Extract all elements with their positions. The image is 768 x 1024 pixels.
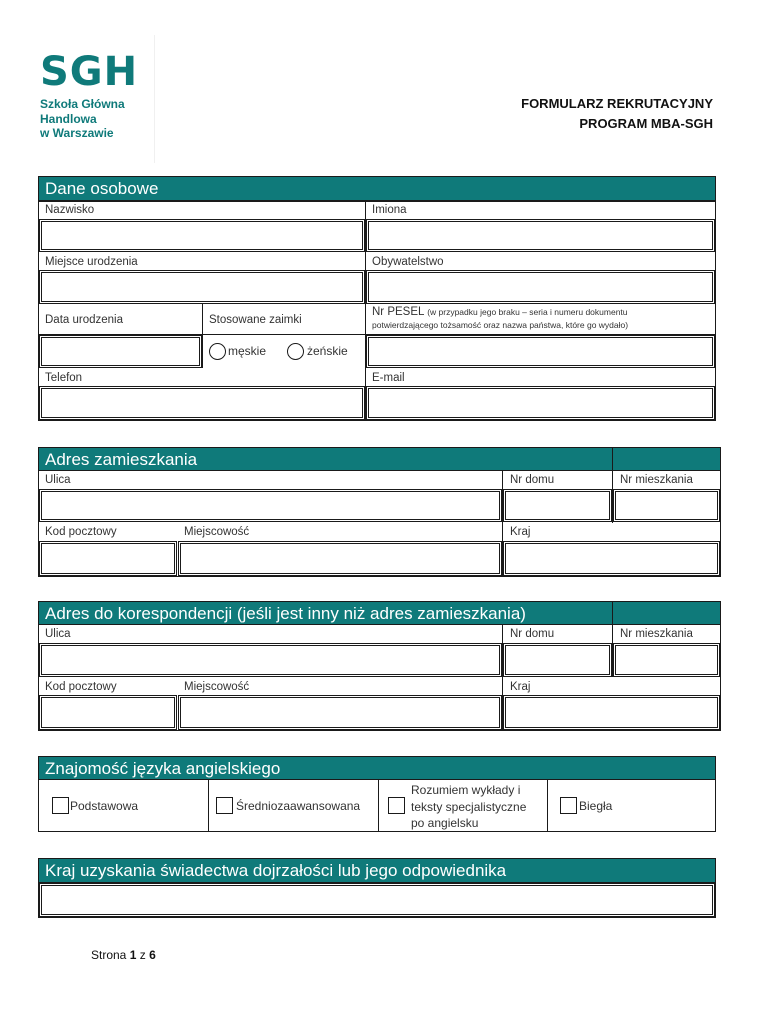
label-surname: Nazwisko: [45, 204, 95, 216]
label-email: E-mail: [372, 372, 405, 384]
english-advanced-checkbox[interactable]: [388, 797, 405, 814]
first-names-input[interactable]: [366, 219, 715, 252]
logo-divider: [154, 35, 155, 163]
pesel-input[interactable]: [366, 335, 715, 368]
apt-no-input[interactable]: [613, 489, 720, 522]
label-apt-no: Nr mieszkania: [620, 628, 693, 640]
citizenship-input[interactable]: [366, 270, 715, 304]
footer-prefix: Strona: [91, 948, 127, 962]
city-input[interactable]: [178, 541, 502, 576]
page-footer: [91, 948, 156, 962]
label-pronouns: Stosowane zaimki: [209, 314, 302, 326]
logo-subtitle: [40, 97, 125, 141]
surname-input[interactable]: [39, 219, 365, 252]
diploma-country-input[interactable]: [39, 883, 715, 917]
label-city: Miejscowość: [184, 526, 250, 538]
footer-total: 6: [149, 948, 156, 962]
label-birthplace: Miejsce urodzenia: [45, 256, 138, 268]
logo-line-2: Handlowa: [40, 111, 97, 126]
label-street: Ulica: [45, 628, 71, 640]
label-country: Kraj: [510, 526, 531, 538]
pronoun-female-radio[interactable]: [287, 343, 304, 360]
corr-country-input[interactable]: [503, 695, 720, 730]
birthplace-input[interactable]: [39, 270, 365, 304]
email-input[interactable]: [366, 386, 715, 420]
personal-data-header: Dane osobowe: [39, 177, 715, 201]
label-house-no: Nr domu: [510, 474, 555, 486]
logo-line-3: w Warszawie: [40, 126, 114, 140]
pronoun-female-label: żeńskie: [307, 344, 348, 358]
country-input[interactable]: [503, 541, 720, 576]
address-header: Adres zamieszkania: [39, 448, 720, 471]
english-fluent-checkbox[interactable]: [560, 797, 577, 814]
logo-sgh: SGH: [40, 49, 139, 95]
advanced-line-3: po angielsku: [411, 816, 479, 830]
label-phone: Telefon: [45, 372, 83, 384]
street-input[interactable]: [39, 489, 502, 522]
corr-city-input[interactable]: [178, 695, 502, 730]
divider: [202, 304, 203, 368]
english-fluent-label: Biegła: [579, 799, 613, 813]
advanced-line-2: teksty specjalistyczne: [411, 799, 527, 814]
english-basic-checkbox[interactable]: [52, 797, 69, 814]
divider: [39, 201, 715, 202]
divider: [208, 780, 209, 831]
house-no-input[interactable]: [503, 489, 612, 522]
english-header: Znajomość języka angielskiego: [39, 757, 715, 780]
corr-apt-no-input[interactable]: [613, 643, 720, 677]
label-postal: Kod pocztowy: [45, 681, 117, 693]
divider: [547, 780, 548, 831]
label-birthdate: Data urodzenia: [45, 314, 123, 326]
label-city: Miejscowość: [184, 681, 250, 693]
corr-postal-input[interactable]: [39, 695, 177, 730]
label-postal: Kod pocztowy: [45, 526, 117, 538]
footer-of: z: [139, 948, 146, 962]
english-intermediate-checkbox[interactable]: [216, 797, 233, 814]
pronoun-male-label: męskie: [228, 344, 267, 358]
diploma-header: Kraj uzyskania świadectwa dojrzałości lub jego odpowiednika: [39, 859, 715, 883]
correspondence-header: Adres do korespondencji (jeśli jest inny niż adres zamieszkania): [39, 602, 720, 625]
advanced-line-1: Rozumiem wykłady i: [411, 783, 521, 797]
document-title: [521, 94, 713, 134]
label-country: Kraj: [510, 681, 531, 693]
corr-house-no-input[interactable]: [503, 643, 612, 677]
title-line-2: PROGRAM MBA-SGH: [579, 116, 713, 131]
phone-input[interactable]: [39, 386, 365, 420]
label-pesel: [372, 306, 628, 332]
title-line-1: FORMULARZ REKRUTACYJNY: [521, 96, 713, 111]
corr-street-input[interactable]: [39, 643, 502, 677]
birthdate-input[interactable]: [39, 335, 202, 368]
english-advanced-label: [411, 782, 526, 832]
pesel-label-text: Nr PESEL: [372, 306, 424, 318]
label-citizenship: Obywatelstwo: [372, 256, 444, 268]
label-apt-no: Nr mieszkania: [620, 474, 693, 486]
divider: [378, 780, 379, 831]
english-intermediate-label: Średniozaawansowana: [236, 799, 361, 813]
pesel-note-1: (w przypadku jego braku – seria i numeru dokumentu: [427, 307, 628, 317]
label-street: Ulica: [45, 474, 71, 486]
pesel-note-2: potwierdzającego tożsamość oraz nazwa państwa, które go wydało): [372, 320, 629, 330]
label-house-no: Nr domu: [510, 628, 555, 640]
footer-page: 1: [129, 948, 137, 962]
english-basic-label: Podstawowa: [70, 799, 139, 813]
logo-line-1: Szkoła Główna: [40, 97, 125, 111]
postal-input[interactable]: [39, 541, 177, 576]
pronoun-male-radio[interactable]: [209, 343, 226, 360]
label-first-names: Imiona: [372, 204, 407, 216]
